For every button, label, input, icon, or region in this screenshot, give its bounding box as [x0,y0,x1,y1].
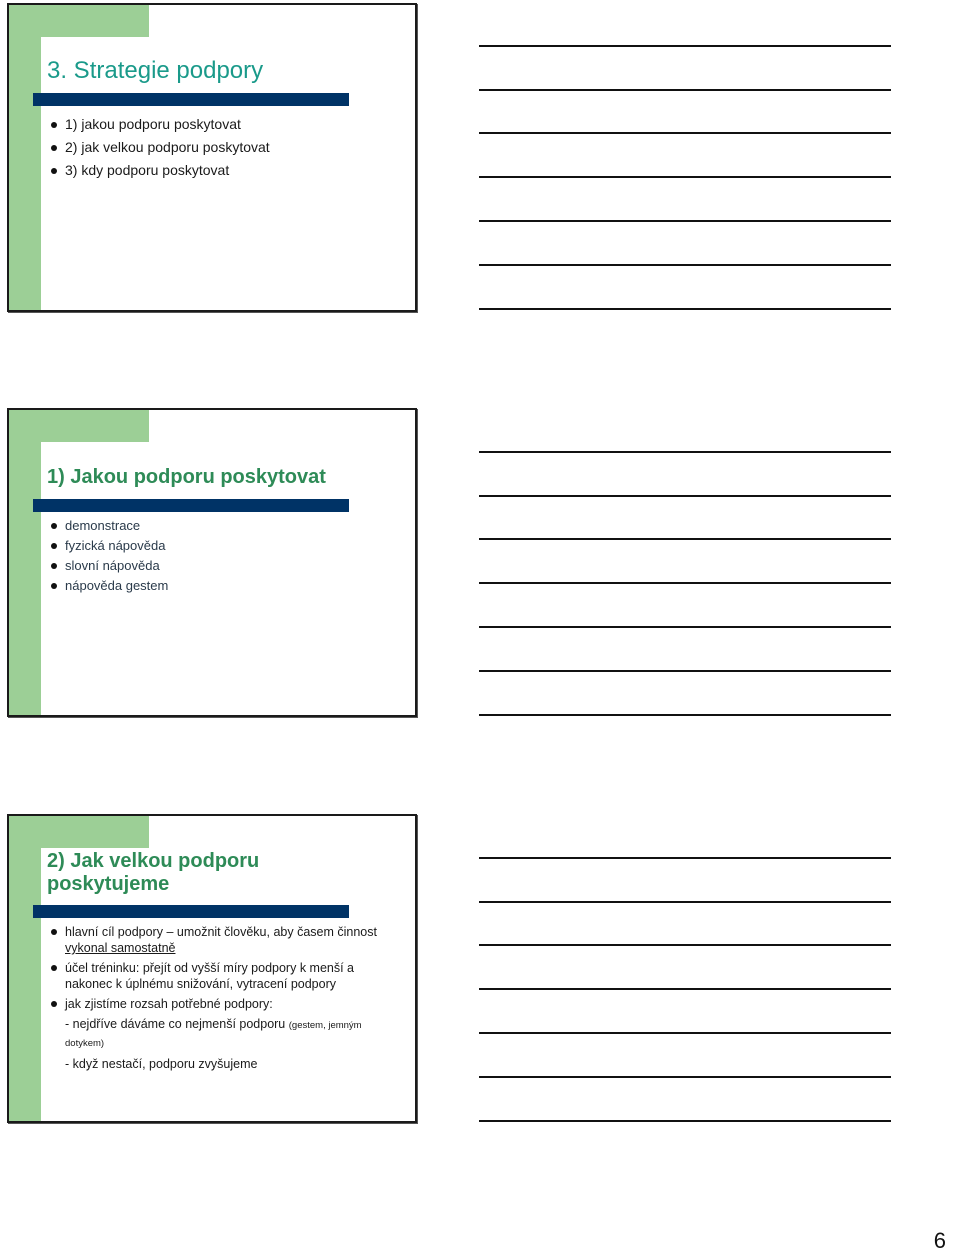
list-item: účel tréninku: přejít od vyšší míry podpory k menší a nakonec k úplnému snižování, vytracení podpory [49,960,395,992]
note-line [479,89,891,91]
list-item: 1) jakou podporu poskytovat [49,113,395,136]
title-underline-bar [33,93,349,106]
slide-title [47,850,395,896]
title-underline-bar [33,499,349,512]
list-item: demonstrace [49,516,395,536]
title-underline-bar [33,905,349,918]
list-item: jak zjistíme rozsah potřebné podpory: [49,996,395,1012]
note-line [479,857,891,859]
list-item [49,1016,395,1052]
note-line [479,944,891,946]
list-item-text: hlavní cíl podpory – umožnit člověku, aby časem činnost [65,925,377,939]
note-line [479,495,891,497]
list-item-note: (gestem, jemným dotykem) [65,1020,362,1049]
note-line [479,451,891,453]
underlined-text: vykonal samostatně [65,941,176,955]
list-item: fyzická nápověda [49,536,395,556]
page-number: 6 [933,1228,946,1253]
slide-1 [7,3,417,312]
slide-title: 3. Strategie podpory [47,57,264,84]
slide-3 [7,814,417,1123]
list-item: slovní nápověda [49,556,395,576]
note-line [479,901,891,903]
bullet-list [49,516,395,596]
slide-title-line-2: poskytujeme [47,873,170,895]
note-line [479,988,891,990]
list-item [49,924,395,956]
slide-2 [7,408,417,717]
bullet-list [49,924,395,1076]
note-line [479,1076,891,1078]
slide-accent-top [9,410,149,442]
slide-accent-left [9,5,41,310]
slide-accent-left [9,410,41,715]
list-item: 3) kdy podporu poskytovat [49,159,395,182]
note-line [479,626,891,628]
list-item-text: - nejdříve dáváme co nejmenší podporu [65,1017,289,1031]
bullet-list [49,113,395,182]
note-line [479,582,891,584]
slide-accent-top [9,5,149,37]
note-line [479,670,891,672]
note-line [479,714,891,716]
note-line [479,1032,891,1034]
slide-title-line-1: 2) Jak velkou podporu [47,850,260,872]
list-item: nápověda gestem [49,576,395,596]
note-line [479,1120,891,1122]
list-item: - když nestačí, podporu zvyšujeme [65,1057,258,1071]
list-item: 2) jak velkou podporu poskytovat [49,136,395,159]
note-line [479,176,891,178]
note-line [479,538,891,540]
note-line [479,264,891,266]
note-line [479,308,891,310]
note-line [479,132,891,134]
slide-title: 1) Jakou podporu poskytovat [47,466,326,488]
note-line [479,45,891,47]
note-line [479,220,891,222]
slide-accent-top [9,816,149,848]
slide-accent-left [9,816,41,1121]
